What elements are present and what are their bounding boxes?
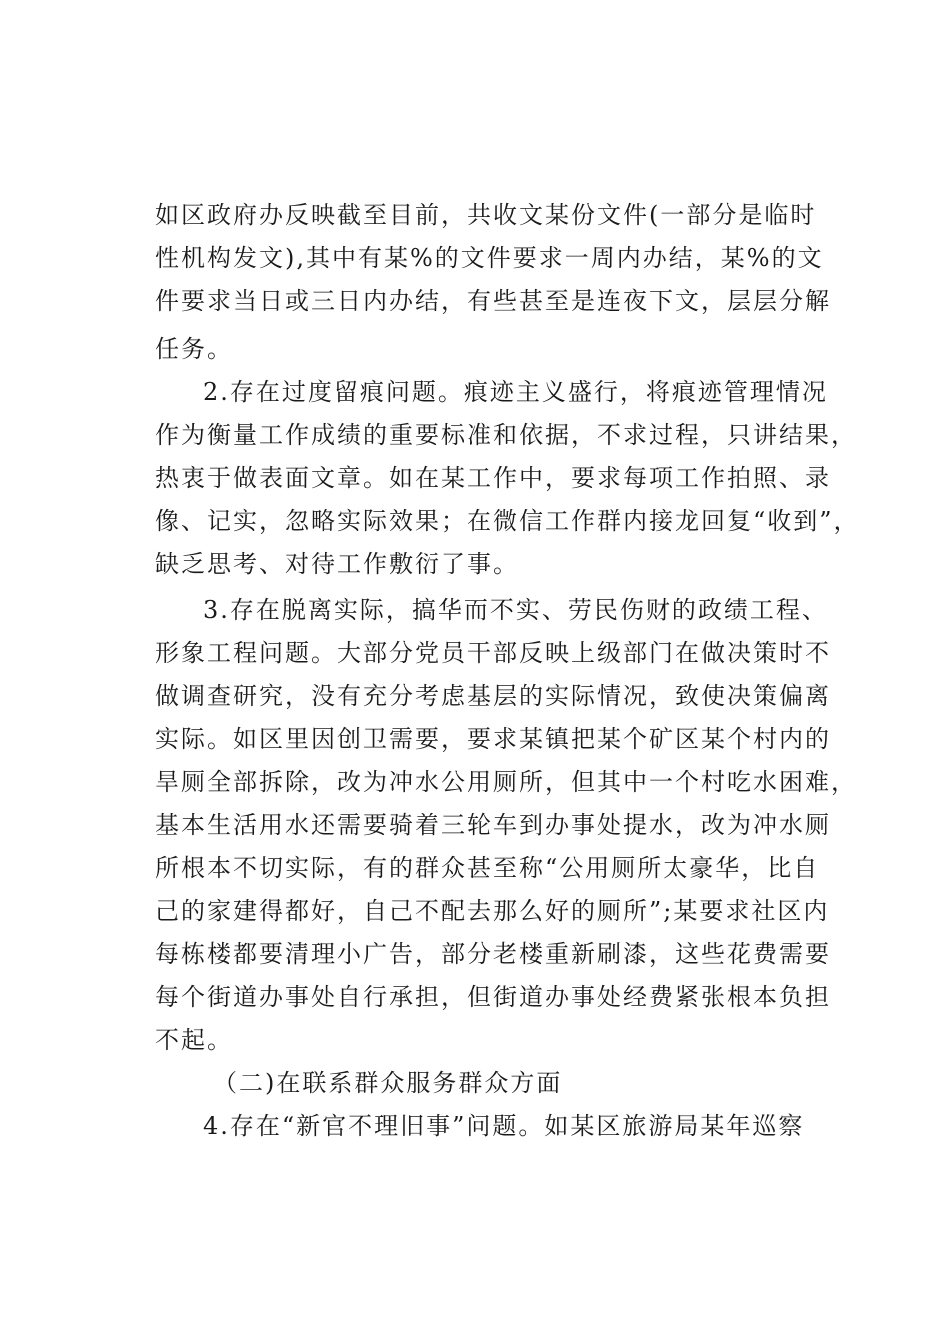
text-line: 每栋楼都要清理小广告，部分老楼重新刷漆，这些花费需要 [155, 940, 831, 968]
text-line: 如区政府办反映截至目前，共收文某份文件(一部分是临时 [155, 201, 817, 229]
text-line: 旱厕全部拆除，改为冲水公用厕所，但其中一个村吃水困难， [155, 768, 857, 796]
text-line: 缺乏思考、对待工作敷衍了事。 [155, 550, 519, 578]
text-line: 任务。 [155, 335, 233, 363]
paragraph-3-heading-line: 3.存在脱离实际，搞华而不实、劳民伤财的政绩工程、 [203, 596, 828, 624]
text-line: 性机构发文),其中有某%的文件要求一周内办结，某%的文 [155, 244, 824, 272]
section-heading: （二)在联系群众服务群众方面 [213, 1069, 563, 1097]
text-line: 每个街道办事处自行承担，但街道办事处经费紧张根本负担 [155, 983, 831, 1011]
text-line: 作为衡量工作成绩的重要标准和依据，不求过程，只讲结果， [155, 421, 857, 449]
text-line: 像、记实，忽略实际效果；在微信工作群内接龙回复“收到”， [155, 507, 860, 535]
text-line: 热衷于做表面文章。如在某工作中，要求每项工作拍照、录 [155, 464, 831, 492]
text-line: 所根本不切实际，有的群众甚至称“公用厕所太豪华，比自 [155, 854, 820, 882]
text-line: 基本生活用水还需要骑着三轮车到办事处提水，改为冲水厕 [155, 811, 831, 839]
text-line: 做调查研究，没有充分考虑基层的实际情况，致使决策偏离 [155, 682, 831, 710]
paragraph-4-heading-line: 4.存在“新官不理旧事”问题。如某区旅游局某年巡察 [203, 1112, 805, 1140]
paragraph-2-heading-line: 2.存在过度留痕问题。痕迹主义盛行，将痕迹管理情况 [203, 378, 828, 406]
text-line: 不起。 [155, 1026, 233, 1054]
text-line: 己的家建得都好，自己不配去那么好的厕所”;某要求社区内 [155, 897, 830, 925]
text-line: 实际。如区里因创卫需要，要求某镇把某个矿区某个村内的 [155, 725, 831, 753]
text-line: 形象工程问题。大部分党员干部反映上级部门在做决策时不 [155, 639, 831, 667]
text-line: 件要求当日或三日内办结，有些甚至是连夜下文，层层分解 [155, 287, 831, 315]
